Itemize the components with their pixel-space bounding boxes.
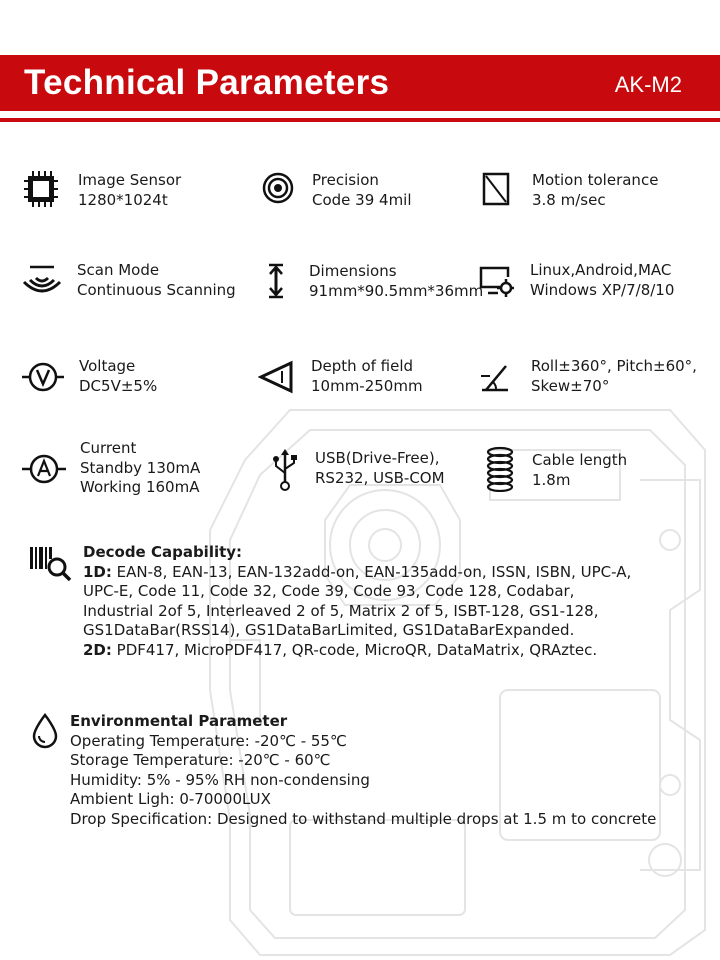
scan-mode-value: Continuous Scanning: [77, 280, 236, 299]
decode-title: Decode Capability:: [83, 543, 243, 561]
depth-value: 10mm-250mm: [311, 376, 423, 395]
dimensions-label: Dimensions: [309, 262, 397, 280]
decode-1d-line-1: [83, 563, 713, 583]
decode-1d-line-3: Industrial 2of 5, Interleaved 2 of 5, Matrix 2 of 5, ISBT-128, GS1-128,: [83, 601, 599, 620]
current-standby: Standby 130mA: [80, 458, 201, 477]
coil-icon: [485, 446, 515, 492]
interface-line-1: USB(Drive-Free),: [315, 449, 440, 467]
usb-icon: [272, 449, 298, 491]
cable-value: 1.8m: [532, 470, 571, 489]
decode-2d-line: [83, 641, 713, 661]
angles-line-1: Roll±360°, Pitch±60°,: [531, 357, 697, 375]
decode-2d-text: PDF417, MicroPDF417, QR-code, MicroQR, DataMatrix, QRAztec.: [111, 640, 598, 659]
angle-icon: [478, 360, 512, 394]
voltage-icon: [22, 362, 64, 392]
decode-1d-text-1: EAN-8, EAN-13, EAN-132add-on, EAN-135add-on, ISSN, ISBN, UPC-A,: [111, 562, 632, 581]
os-line-2: Windows XP/7/8/10: [530, 280, 675, 299]
ampere-icon: [22, 453, 66, 485]
env-ambient-light: Ambient Ligh: 0-70000LUX: [70, 790, 271, 808]
os-line-1: Linux,Android,MAC: [530, 261, 672, 279]
motion-label: Motion tolerance: [532, 171, 659, 189]
header-underline: [0, 118, 720, 122]
cable-label: Cable length: [532, 451, 628, 469]
chip-icon: [24, 171, 58, 207]
depth-label: Depth of field: [311, 357, 414, 375]
scan-waves-icon: [22, 264, 62, 300]
image-sensor-label: Image Sensor: [78, 171, 182, 189]
env-title: Environmental Parameter: [70, 712, 288, 730]
current-label: Current: [80, 439, 137, 457]
env-humidity: Humidity: 5% - 95% RH non-condensing: [70, 770, 370, 789]
decode-1d-line-2: UPC-E, Code 11, Code 32, Code 39, Code 93, Code 128, Codabar,: [83, 582, 575, 600]
env-storage-temp: Storage Temperature: -20℃ - 60℃: [70, 751, 331, 769]
monitor-gear-icon: [478, 265, 514, 297]
motion-icon: [482, 172, 510, 206]
env-drop-spec: Drop Specification: Designed to withstand multiple drops at 1.5 m to concrete: [70, 809, 657, 828]
decode-2d-label: 2D:: [83, 640, 112, 659]
angles-line-2: Skew±70°: [531, 376, 610, 395]
precision-value: Code 39 4mil: [312, 190, 412, 209]
dimensions-value: 91mm*90.5mm*36mm: [309, 281, 484, 300]
voltage-value: DC5V±5%: [79, 376, 158, 395]
depth-triangle-icon: [258, 360, 294, 394]
drop-icon: [32, 713, 58, 749]
current-working: Working 160mA: [80, 478, 200, 496]
scan-mode-label: Scan Mode: [77, 261, 160, 279]
motion-value: 3.8 m/sec: [532, 190, 606, 209]
decode-1d-label: 1D:: [83, 562, 112, 581]
decode-capability: [83, 543, 713, 660]
title-banner: [0, 55, 720, 111]
voltage-label: Voltage: [79, 357, 136, 375]
height-arrow-icon: [266, 263, 286, 299]
model-name: AK-M2: [614, 72, 682, 97]
precision-label: Precision: [312, 171, 379, 189]
interface-line-2: RS232, USB-COM: [315, 468, 445, 487]
target-icon: [262, 172, 294, 204]
image-sensor-value: 1280*1024t: [78, 190, 168, 209]
page-title: Technical Parameters: [24, 63, 390, 102]
env-operating-temp: Operating Temperature: -20℃ - 55℃: [70, 731, 347, 750]
environmental-parameters: [70, 712, 656, 829]
decode-1d-line-4: GS1DataBar(RSS14), GS1DataBarLimited, GS1DataBarExpanded.: [83, 621, 575, 639]
barcode-search-icon: [30, 545, 72, 581]
